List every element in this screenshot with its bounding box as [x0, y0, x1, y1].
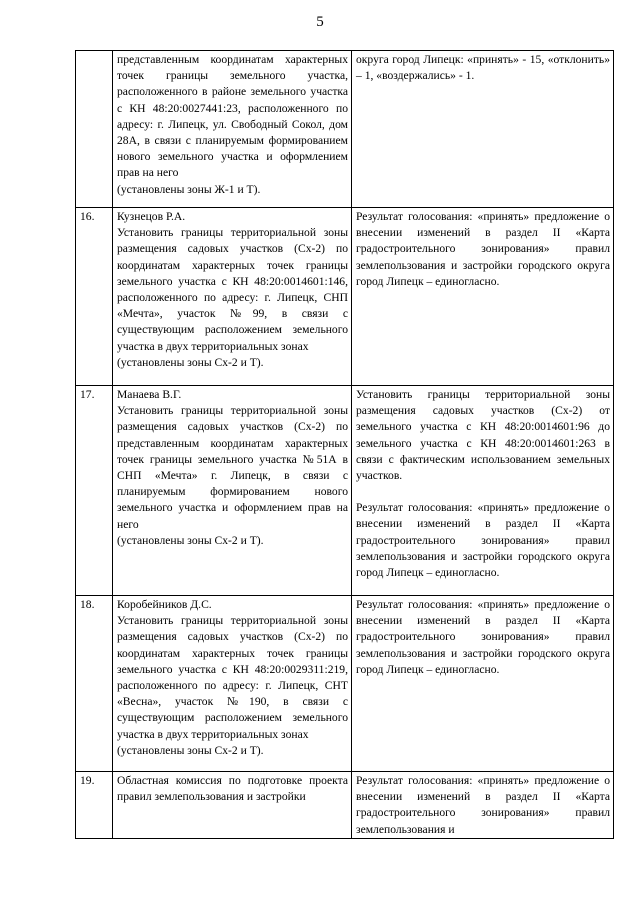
row-number: 19. — [76, 772, 113, 839]
table-row — [76, 208, 614, 386]
proposal-text: представленным координатам характерных точек границы земельного участка, расположенного в районе земельного участка с КН 48:20:0027441:23, расположенного по адресу: г. Липецк, ул. Свободный Сокол, дом 28А, в связи с планируемым формированием нового земельного участка и оформлением прав на него — [117, 53, 348, 180]
proposal-cell — [113, 208, 352, 386]
result-text: округа город Липецк: «принять» - 15, «отклонить» – 1, «воздержались» - 1. — [356, 53, 610, 83]
row-number: 16. — [76, 208, 113, 386]
author-name: Коробейников Д.С. — [117, 598, 212, 611]
result-text: Результат голосования: «принять» предложение о внесении изменений в раздел II «Карта градостроительного зонирования» правил землепользования и — [356, 774, 610, 836]
table-row — [76, 386, 614, 596]
result-cell — [352, 208, 614, 386]
zones-note: (установлены зоны Сх-2 и Т). — [117, 355, 264, 369]
result-text: Результат голосования: «принять» предложение о внесении изменений в раздел II «Карта градостроительного зонирования» правил землепользования и застройки городского округа город Липецк – единогласно. — [356, 598, 610, 676]
row-number: 17. — [76, 386, 113, 596]
proposal-cell — [113, 596, 352, 772]
author-name: Кузнецов Р.А. — [117, 210, 186, 223]
proposal-cell — [113, 51, 352, 208]
zones-note: (установлены зоны Ж-1 и Т). — [117, 182, 261, 196]
proposal-text: Установить границы территориальной зоны размещения садовых участков (Сх-2) по координатам характерных точек границы земельного участка с КН 48:20:0014601:146, расположенного по адресу: г. Липецк, СНП «Мечта», участок №99, в связи с существующим расположением земельного участка в двух территориальных зонах — [117, 226, 348, 353]
result-cell — [352, 596, 614, 772]
result-cell — [352, 772, 614, 839]
table-row — [76, 772, 614, 839]
commission-decision-text: Установить границы территориальной зоны размещения садовых участков (Сх-2) от земельного участка с КН 48:20:0014601:96 до земельного участка с КН 48:20:0014601:263 в связи с фактическим использованием земельных участков. — [356, 388, 610, 483]
proposal-text: Областная комиссия по подготовке проекта правил землепользования и застройки — [117, 774, 348, 804]
table-row — [76, 51, 614, 208]
result-cell — [352, 386, 614, 596]
table-row — [76, 596, 614, 772]
proposals-table — [75, 50, 614, 839]
author-name: Манаева В.Г. — [117, 388, 182, 401]
page-number: 5 — [316, 14, 324, 30]
result-text: Результат голосования: «принять» предложение о внесении изменений в раздел II «Карта градостроительного зонирования» правил землепользования и застройки городского округа город Липецк – единогласно. — [356, 210, 610, 288]
result-text: Результат голосования: «принять» предложение о внесении изменений в раздел II «Карта градостроительного зонирования» правил землепользования и застройки городского округа город Липецк – единогласно. — [356, 501, 610, 580]
row-number: 18. — [76, 596, 113, 772]
proposal-text: Установить границы территориальной зоны размещения садовых участков (Сх-2) по представленным координатам характерных точек границы земельного участка №51А в СНП «Мечта» г. Липецк, в связи с планируемым формированием нового земельного участка и оформлением прав на него — [117, 404, 348, 531]
row-number — [76, 51, 113, 208]
proposal-cell — [113, 772, 352, 839]
zones-note: (установлены зоны Сх-2 и Т). — [117, 743, 264, 757]
proposal-text: Установить границы территориальной зоны размещения садовых участков (Сх-2) по координатам характерных точек границы земельного участка с КН 48:20:0029311:219, расположенного по адресу: г. Липецк, СНТ «Весна», участок №190, в связи с существующим расположением земельного участка в двух территориальных зонах — [117, 614, 348, 741]
proposal-cell — [113, 386, 352, 596]
zones-note: (установлены зоны Сх-2 и Т). — [117, 533, 264, 547]
result-cell — [352, 51, 614, 208]
